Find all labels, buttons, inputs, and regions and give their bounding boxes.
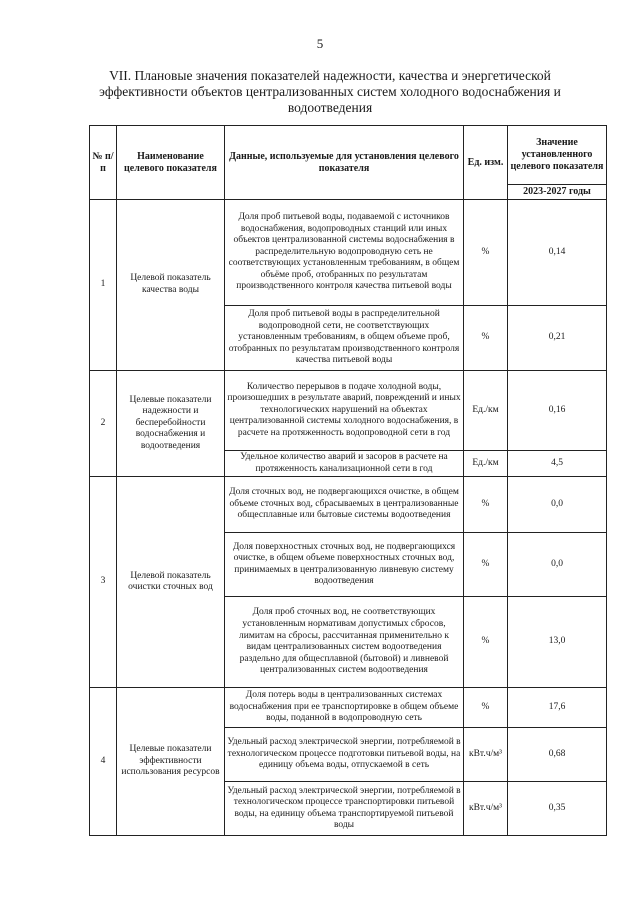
value-cell: 17,6 (508, 688, 607, 728)
row-number: 2 (90, 371, 117, 477)
indicators-table (89, 125, 607, 836)
header-num: № п/п (90, 126, 117, 200)
header-data: Данные, используемые для установления целевого показателя (225, 126, 464, 200)
indicator-data: Доля поверхностных сточных вод, не подвергающихся очистке, в общем объеме поверхностных сточных вод, принимаемых в централизованную ливневую систему водоотведения (225, 533, 464, 597)
indicator-name: Целевые показатели надежности и бесперебойности водоснабжения и водоотведения (117, 371, 225, 477)
indicator-data: Доля проб сточных вод, не соответствующих установленным нормативам допустимых сбросов, лимитам на сбросы, рассчитанная применительно к видам централизованных систем водоотведения раздельно для общесплавной (бытовой) и ливневой централизованных систем водоотведения (225, 597, 464, 688)
unit-cell: кВт.ч/м³ (464, 782, 508, 836)
value-cell: 0,21 (508, 306, 607, 371)
unit-cell: кВт.ч/м³ (464, 728, 508, 782)
indicator-data: Доля сточных вод, не подвергающихся очистке, в общем объеме сточных вод, сбрасываемых в централизованные общесплавные или бытовые системы водоотведения (225, 477, 464, 533)
indicator-data: Удельный расход электрической энергии, потребляемой в технологическом процессе подготовки питьевой воды, на единицу объема воды, отпускаемой в сеть (225, 728, 464, 782)
indicator-name: Целевые показатели эффективности использования ресурсов (117, 688, 225, 836)
value-cell: 13,0 (508, 597, 607, 688)
unit-cell: % (464, 306, 508, 371)
value-cell: 0,0 (508, 533, 607, 597)
unit-cell: % (464, 597, 508, 688)
indicator-data: Удельный расход электрической энергии, потребляемой в технологическом процессе транспортировки питьевой воды, на единицу объема транспортируемой питьевой воды (225, 782, 464, 836)
value-cell: 0,68 (508, 728, 607, 782)
row-number: 4 (90, 688, 117, 836)
header-unit: Ед. изм. (464, 126, 508, 200)
indicator-data: Доля проб питьевой воды, подаваемой с источников водоснабжения, водопроводных станций или иных объектов централизованной системы водоснабжения в распределительную водопроводную сеть не соответствующих установленным требованиям, в общем объёме проб, отобранных по результатам производственного контроля качества питьевой воды (225, 200, 464, 306)
row-number: 3 (90, 477, 117, 688)
unit-cell: % (464, 688, 508, 728)
unit-cell: Ед./км (464, 371, 508, 451)
unit-cell: % (464, 200, 508, 306)
header-name: Наименование целевого показателя (117, 126, 225, 200)
table-row (90, 371, 607, 451)
value-cell: 0,35 (508, 782, 607, 836)
table-row (90, 477, 607, 533)
value-cell: 4,5 (508, 451, 607, 477)
indicator-name: Целевой показатель очистки сточных вод (117, 477, 225, 688)
unit-cell: % (464, 533, 508, 597)
section-title: VII. Плановые значения показателей надежности, качества и энергетической эффективности объектов централизованных систем холодного водоснабжения и водоотведения (99, 68, 561, 115)
unit-cell: % (464, 477, 508, 533)
indicator-data: Удельное количество аварий и засоров в расчете на протяженность канализационной сети в год (225, 451, 464, 477)
value-cell: 0,0 (508, 477, 607, 533)
value-cell: 0,16 (508, 371, 607, 451)
table-row (90, 200, 607, 306)
indicator-data: Доля проб питьевой воды в распределительной водопроводной сети, не соответствующих установленным требованиям, в общем объеме проб, отобранных по результатам производственного контроля качества питьевой воды (225, 306, 464, 371)
indicator-data: Доля потерь воды в централизованных системах водоснабжения при ее транспортировке в общем объеме воды, поданной в водопроводную сеть (225, 688, 464, 728)
value-cell: 0,14 (508, 200, 607, 306)
header-period: 2023-2027 годы (508, 185, 607, 200)
unit-cell: Ед./км (464, 451, 508, 477)
row-number: 1 (90, 200, 117, 371)
table-row (90, 688, 607, 728)
header-value: Значение установленного целевого показателя (508, 126, 607, 185)
indicator-data: Количество перерывов в подаче холодной воды, произошедших в результате аварий, повреждений и иных технологических нарушений на объектах централизованной системы холодного водоснабжения, в расчете на протяженность водопроводной сети в год (225, 371, 464, 451)
page-number: 5 (316, 36, 324, 51)
indicator-name: Целевой показатель качества воды (117, 200, 225, 371)
